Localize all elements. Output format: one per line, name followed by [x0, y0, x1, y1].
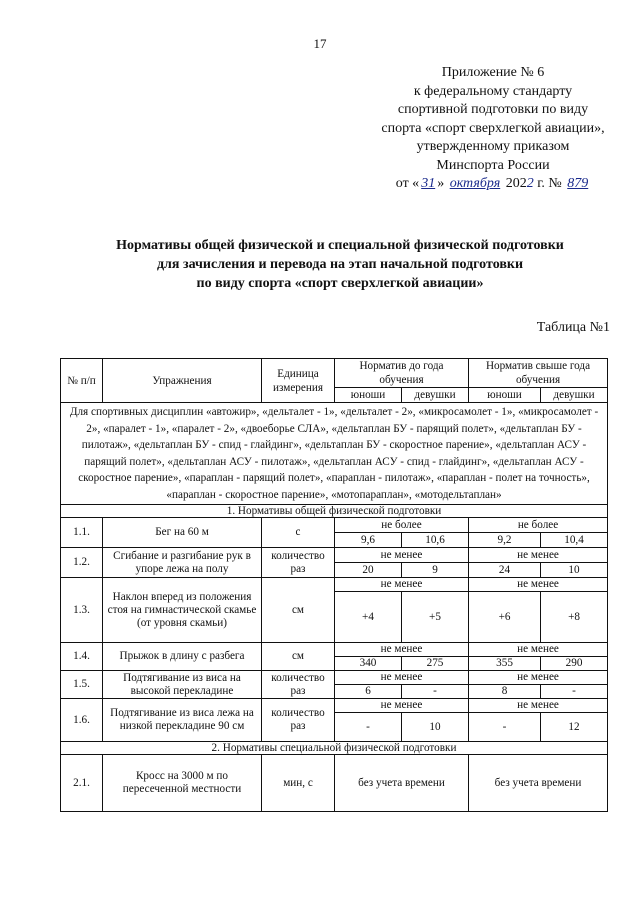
value-cell: 10,4 — [541, 533, 608, 548]
header-unit: Единица измерения — [262, 359, 335, 403]
value-cell: 10 — [541, 563, 608, 578]
document-title — [60, 236, 620, 293]
header-norm-to-year: Норматив до года обучения — [335, 359, 469, 388]
table-row — [61, 643, 608, 657]
value-cell: 24 — [469, 563, 541, 578]
row-condition: не более — [335, 518, 469, 533]
value-cell: - — [402, 685, 469, 699]
header-norm-over-year: Норматив свыше года обучения — [469, 359, 608, 388]
row-num: 2.1. — [61, 755, 103, 812]
value-cell: 355 — [469, 657, 541, 671]
row-num: 1.6. — [61, 699, 103, 742]
order-day-handwritten: 31 — [421, 176, 436, 191]
value-cell: 10 — [402, 713, 469, 742]
appendix-line: спорта «спорт сверхлегкой авиации», — [381, 120, 605, 136]
section-row — [61, 742, 608, 755]
row-exercise: Бег на 60 м — [103, 518, 262, 548]
section-2-title: 2. Нормативы специальной физической подготовки — [61, 742, 608, 755]
disciplines-row — [61, 403, 608, 505]
norms-table — [60, 358, 608, 812]
row-exercise: Подтягивание из виса лежа на низкой перекладине 90 см — [103, 699, 262, 742]
value-cell: 275 — [402, 657, 469, 671]
row-exercise: Кросс на 3000 м по пересеченной местности — [103, 755, 262, 812]
value-cell: +5 — [402, 592, 469, 643]
value-cell: 340 — [335, 657, 402, 671]
appendix-line: спортивной подготовки по виду — [397, 102, 589, 117]
row-exercise: Наклон вперед из положения стоя на гимнастической скамье (от уровня скамьи) — [103, 578, 262, 643]
order-year-prefix: 202 — [502, 176, 527, 191]
row-num: 1.3. — [61, 578, 103, 643]
row-num: 1.1. — [61, 518, 103, 548]
header-girls: девушки — [541, 388, 608, 403]
row-exercise: Сгибание и разгибание рук в упоре лежа на полу — [103, 548, 262, 578]
section-row — [61, 505, 608, 518]
order-line — [350, 175, 636, 194]
title-line-1: Нормативы общей физической и специальной физической подготовки — [116, 238, 564, 253]
row-unit: мин, с — [262, 755, 335, 812]
header-num: № п/п — [61, 359, 103, 403]
row-value-to-year: без учета времени — [335, 755, 469, 812]
row-num: 1.5. — [61, 671, 103, 699]
value-cell: - — [469, 713, 541, 742]
table-row — [61, 548, 608, 563]
row-exercise: Прыжок в длину с разбега — [103, 643, 262, 671]
disciplines-text: Для спортивных дисциплин «автожир», «дельталет - 1», «дельталет - 2», «микросамолет - 1», «микросамолет - 2», «паралет - 1», «паралет - 2», «двоеборье СЛА», «дельтаплан БУ - парящий полет», «дельтаплан БУ - пилотаж», «дельтаплан БУ - спид - глайдинг», «дельтаплан БУ - скоростное парение», «дельтаплан АСУ - парящий полет», «дельтаплан АСУ - пилотаж», «дельтаплан АСУ - спид - глайдинг», «дельтаплан АСУ - скоростное парение», «параплан - парящий полет», «параплан - пилотаж», «параплан - полет на точность», «параплан - скоростное парение», «мотопараплан», «мотодельтаплан» — [61, 403, 608, 505]
value-cell: 290 — [541, 657, 608, 671]
appendix-line: утвержденному приказом — [416, 139, 570, 154]
row-condition: не менее — [469, 578, 608, 592]
value-cell: +6 — [469, 592, 541, 643]
row-condition: не более — [469, 518, 608, 533]
table-row — [61, 755, 608, 812]
table-row — [61, 518, 608, 533]
value-cell: 9,2 — [469, 533, 541, 548]
row-condition: не менее — [469, 643, 608, 657]
order-number-handwritten: 879 — [567, 176, 589, 191]
order-prefix: от « — [395, 176, 420, 191]
order-month-handwritten: октября — [449, 176, 501, 191]
row-value-over-year: без учета времени — [469, 755, 608, 812]
appendix-line: Приложение № 6 — [441, 65, 545, 80]
value-cell: +4 — [335, 592, 402, 643]
table-label: Таблица №1 — [536, 320, 610, 335]
row-condition: не менее — [469, 548, 608, 563]
table-row — [61, 671, 608, 685]
row-condition: не менее — [335, 643, 469, 657]
value-cell: - — [335, 713, 402, 742]
row-unit: см — [262, 643, 335, 671]
value-cell: 10,6 — [402, 533, 469, 548]
row-num: 1.4. — [61, 643, 103, 671]
value-cell: 20 — [335, 563, 402, 578]
row-unit: количество раз — [262, 671, 335, 699]
value-cell: 12 — [541, 713, 608, 742]
appendix-block — [350, 64, 636, 194]
section-1-title: 1. Нормативы общей физической подготовки — [61, 505, 608, 518]
page-number: 17 — [313, 36, 327, 51]
header-row — [61, 359, 608, 388]
title-line-3: по виду спорта «спорт сверхлегкой авиации» — [196, 276, 484, 291]
row-condition: не менее — [469, 699, 608, 713]
row-condition: не менее — [335, 548, 469, 563]
value-cell: 9 — [402, 563, 469, 578]
row-condition: не менее — [335, 699, 469, 713]
header-girls: девушки — [402, 388, 469, 403]
value-cell: 8 — [469, 685, 541, 699]
value-cell: 9,6 — [335, 533, 402, 548]
row-exercise: Подтягивание из виса на высокой перекладине — [103, 671, 262, 699]
appendix-line: Минспорта России — [436, 157, 550, 173]
row-unit: с — [262, 518, 335, 548]
row-unit: количество раз — [262, 548, 335, 578]
value-cell: - — [541, 685, 608, 699]
header-boys: юноши — [335, 388, 402, 403]
appendix-line: к федеральному стандарту — [413, 83, 573, 99]
table-row — [61, 578, 608, 592]
title-line-2: для зачисления и перевода на этап начальной подготовки — [156, 257, 524, 272]
row-unit: количество раз — [262, 699, 335, 742]
row-unit: см — [262, 578, 335, 643]
table-row — [61, 699, 608, 713]
row-condition: не менее — [469, 671, 608, 685]
order-mid1: » — [437, 176, 448, 191]
order-year-digit-handwritten: 2 — [526, 176, 534, 191]
header-boys: юноши — [469, 388, 541, 403]
row-condition: не менее — [335, 578, 469, 592]
row-condition: не менее — [335, 671, 469, 685]
row-num: 1.2. — [61, 548, 103, 578]
value-cell: 6 — [335, 685, 402, 699]
value-cell: +8 — [541, 592, 608, 643]
header-exercise: Упражнения — [103, 359, 262, 403]
order-mid2: г. № — [533, 176, 566, 191]
